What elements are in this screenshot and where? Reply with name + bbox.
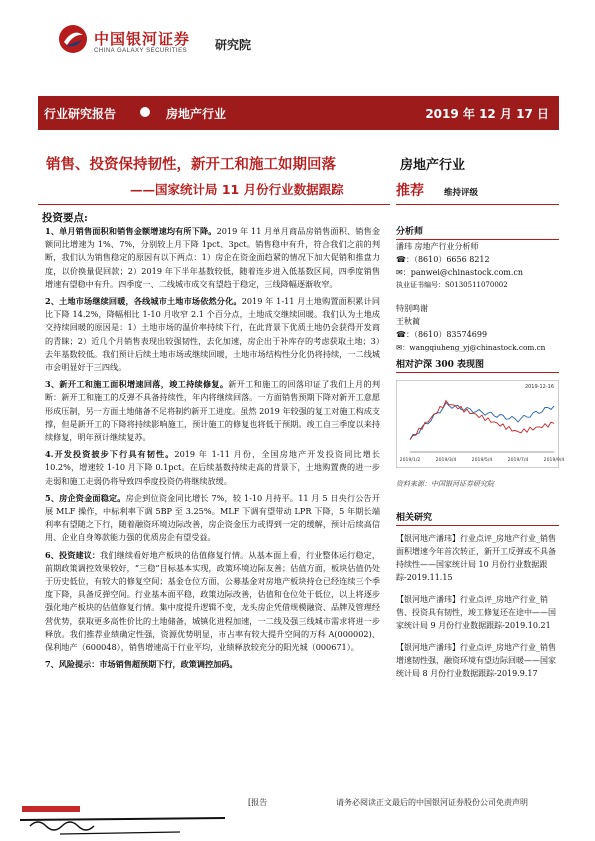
point-text: 2019 年 11 月单月商品房销售面积、销售金额同比增速为 1%、7%，分别较上月下降 1pct、3pct。销售稳中有升，符合我们之前的判断，我们认为销售稳定的原因有以下两点：1）房企在资金面趋紧的情况下加大促销和推盘力度，以价换量促回款；2）2019 年下半年基数较低，随着连步进入低基数区间，四季度销售增速有望稳中有升。四季度一、二线城市成交有望趋于稳定，三线降幅逐渐收窄。 [45,226,381,289]
point-text: 市场销售超预期下行，政策调控加码。 [99,659,238,670]
key-points-body [45,225,380,676]
bullet-icon [140,107,150,117]
footer-left: [报告 [248,798,268,807]
point-text: 房企到位资金同比增长 7%，较 1-10 月持平。11 月 5 日央行公告开展 MLF 操作，中标利率下调 5BP 至 3.25%。MLF 下调有望带动 LPR 下降，5 年期长端利率有望随之下行，随着融资环境边际改善，房企资金压力或得到一定的缓解，预计后续高信用、企业自身筹款能力强的优质房企有望受益。 [45,492,380,543]
divider [38,204,390,205]
divider [396,204,559,205]
point-text: 新开工和施工的回落印证了我们上月的判断：新开工和施工的反弹不具备持续性，年内将继续回落。一方面销售预期下降对新开工意愿形成压制，另一方面土地储备不足将制约新开工进度。虽然 2019 年较强的复工对施工构成支撑，但是新开工的下降将持续影响施工，预计施工的修复也将低于预期。竣工自三季度以来持续修复，明年预计继续复苏。 [45,379,380,443]
redaction-scribble [20,800,230,840]
point-6 [45,549,380,655]
rating-level: 维持评级 [444,188,479,198]
point-heading: 3、新开工和施工面积增速回落，竣工持续修复。 [45,379,229,390]
analyst-panel [396,226,559,354]
point-text: 2019 年 1-11 月土地购置面积累计同比下降 14.2%，降幅相比 1-10 月收窄 2.1 个百分点，土地成交继续回暖。我们认为土地成交持续回暖的原因是：1）土地市场的温价率持续下行，在此背景下优质土地仍会获得开发商的青睐；2）近几个月销售表现出较强韧性，去化加速，房企出于补库存的考虑获取土地；3）去年基数较低。我们预计后续土地市场或继续回暖，土地市场结构性分化仍将持续，一二线城市会明显好于三四线。 [45,296,380,373]
institute-label: 研究院 [215,38,252,52]
point-text: 我们继续看好地产板块的估值修复行情。从基本面上看，行业整体运行稳定，前期政策调控效果较好，“三稳”目标基本实现，政策环境边际友善；估值方面，板块估值仍处于历史低位，有较大的修复空间；基金仓位方面，公募基金对房地产板块持仓已经连续三个季度下降，具备反弹空间。行业基本面平稳，政策边际改善，估值和仓位处于低位，以上将逐步强化地产板块的估值修复行情。集中度提升逻辑不变，龙头房企凭借规模融资、品牌及管理经营优势，获取更多高性价比的土地储备，城镇化进程加速，一二线及强三线城市需求将进一步释放。我们推荐业绩确定性强，资源优势明显，市占率有较大提升空间的万科 A(000002)、保利地产（600048），销售增速高于行业平均，业绩释放较充分的阳光城（000671）。 [45,549,380,653]
point-text: 2019 年 1-11 月份，全国房地产开发投资同比增长 10.2%，增速较 1-10 月下降 0.1pct。在后续基数持续走高的背景下，土地购置费的进一步走弱和施工走弱仍将导致四季度投资仍将继续放缓。 [45,449,380,486]
related-item[interactable]: 【银河地产潘玮】行业点评_房地产行业_销售、投资具有韧性，竣工修复还在途中——国家统计局 9 月份行业数据跟踪-2019.10.21 [396,595,556,630]
analyst-email[interactable]: ✉：panwei@chinastock.com.cn [396,268,524,277]
footer-disclaimer: 请务必阅读正文最后的中国银河证券股份公司免责声明 [336,798,528,807]
x-tick-label: 2019/9/4 [543,458,565,463]
rating-sector: 房地产行业 [400,158,466,173]
point-heading: 5、房企资金面稳定。 [45,492,126,503]
assistant-phone: ☎：（8610）83574699 [396,330,488,339]
point-heading: 1、单月销售面积和销售金额增速均有所下降。 [45,226,217,236]
thanks-label: 特别鸣谢 [396,304,428,313]
industry-label: 房地产行业 [166,107,227,121]
point-heading: 2、土地市场继续回暖，各线城市土地市场依然分化。 [45,296,242,307]
related-heading: 相关研究 [396,513,433,523]
series-line-1 [410,403,554,440]
assistant-name: 王秋蔺 [396,317,420,326]
analyst-phone: ☎：（8610）6656 8212 [396,255,490,264]
x-tick-label: 2019/5/4 [471,458,493,463]
report-type: 行业研究报告 [44,107,117,121]
report-banner [38,96,559,130]
x-tick-label: 2019/1/2 [399,458,421,463]
chart-source: 资料来源：中国银河证券研究院 [396,480,494,488]
point-2 [45,295,380,374]
report-subtitle: ——国家统计局 11 月份行业数据跟踪 [130,182,344,197]
report-title: 销售、投资保持韧性，新开工和施工如期回落 [46,157,336,173]
related-item[interactable]: 【银河地产潘玮】行业点评_房地产行业_销售面积增速今年首次转正，新开工反弹或不具备持续性——国家统计局 10 月份行业数据跟踪-2019.11.15 [396,534,556,582]
point-3 [45,378,380,444]
analyst-name: 潘玮 房地产行业分析师 [396,242,479,251]
chart-heading-wrap [396,359,559,373]
brand-name: 中国银河证券 [94,30,191,48]
chart-frame [397,381,559,468]
assistant-email[interactable]: ✉：wangqiuheng_yj@chinastock.com.cn [396,343,546,352]
divider [396,372,559,373]
company-logo-icon [58,24,88,54]
related-research [396,512,559,689]
related-item[interactable]: 【银河地产潘玮】行业点评_房地产行业_销售增速韧性强，融资环境有望边际回暖——国家统计局 8 月份行业数据跟踪-2019.9.17 [396,643,556,678]
point-heading: 4.开发投资披步下行具有韧性。 [45,449,175,460]
point-4 [45,448,380,488]
chart-date-label: 2019-12-16 [524,384,554,390]
report-date: 2019 年 12 月 17 日 [425,107,549,121]
divider [396,525,559,526]
analyst-cert: 执业证书编号：S0130511070002 [396,281,508,289]
point-5 [45,492,380,545]
x-tick-label: 2019/7/4 [507,458,529,463]
point-7 [45,658,380,671]
analyst-heading: 分析师 [396,227,424,237]
chart-title: 相对沪深 300 表现图 [396,360,485,370]
point-heading: 7、风险提示： [45,659,100,670]
brand-name-en: CHINA GALAXY SECURITIES [94,48,188,54]
relative-performance-chart [396,380,565,468]
rating-recommend: 推荐 [396,183,424,199]
point-1 [45,225,380,291]
key-points-heading: 投资要点: [42,212,88,224]
point-heading: 6、投资建议： [45,549,101,560]
x-tick-label: 2019/3/4 [435,458,457,463]
